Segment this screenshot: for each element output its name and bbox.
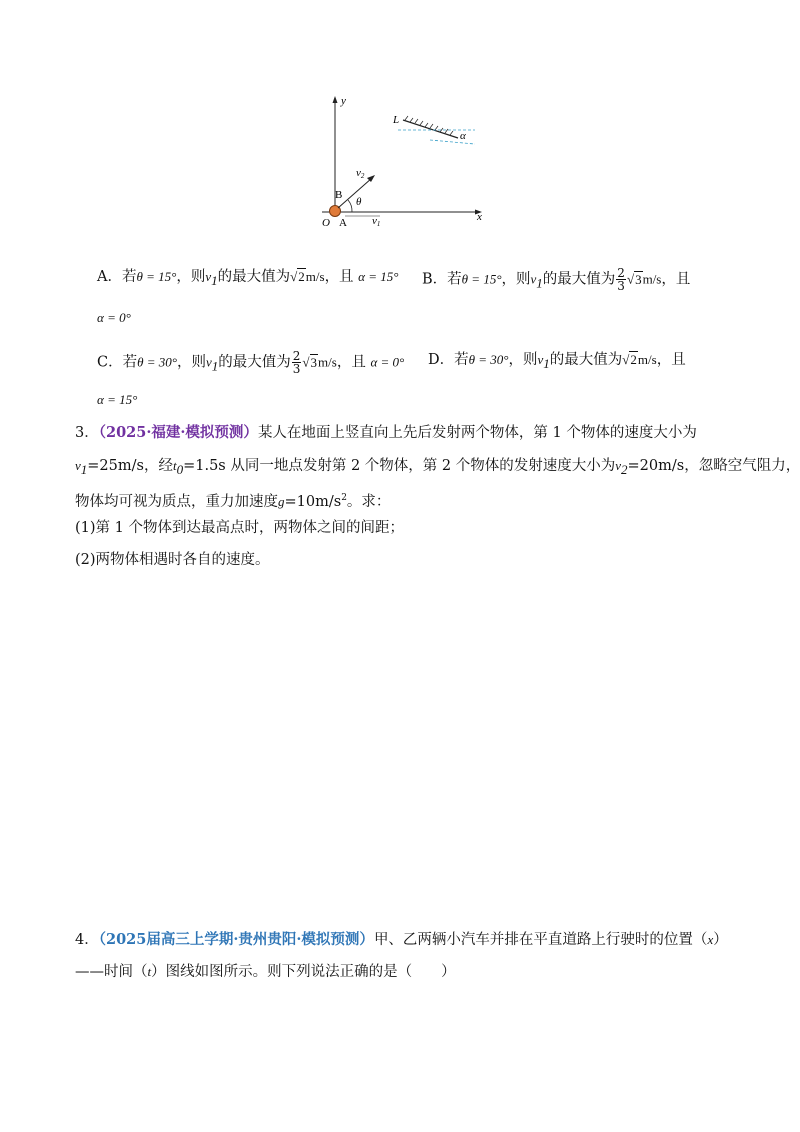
label-v1: v1 xyxy=(372,215,381,228)
option-b-alpha: α = 0° xyxy=(97,310,131,325)
label-L: L xyxy=(393,114,400,126)
q3-line3: 物体均可视为质点，重力加速度$g=10m/s^2$。求： xyxy=(75,493,391,510)
option-c[interactable]: C．若θ = 30°，则$v_1$的最大值为 $\frac{2}{3}$ √3m/s，且 α = 0° xyxy=(97,349,405,376)
option-d-alpha: α = 15° xyxy=(97,392,138,407)
q4-number: 4． xyxy=(75,932,99,948)
q4-source: （2025届高三上学期·贵州贵阳·模拟预测） xyxy=(98,931,374,948)
q4-line1: 4．（2025届高三上学期·贵州贵阳·模拟预测）甲、乙两辆小汽车并排在平直道路上行驶时的位置（x） xyxy=(75,931,728,948)
v2-arrow xyxy=(338,178,372,208)
label-b: B xyxy=(335,189,343,201)
label-theta: θ xyxy=(356,196,362,208)
q3-source: （2025·福建·模拟预测） xyxy=(98,424,258,441)
label-v2: v2 xyxy=(356,167,365,180)
q3-subquestion-2: (2)两物体相遇时各自的速度。 xyxy=(75,552,270,568)
label-a: A xyxy=(339,217,347,229)
label-x: x xyxy=(477,211,482,223)
label-y: y xyxy=(341,95,346,107)
option-b[interactable]: B．若θ = 15°，则$v_1$的最大值为 $\frac{2}{3}$ √3m/s，且 xyxy=(422,266,691,293)
q4-line2: ——时间（t）图线如图所示。则下列说法正确的是（ ） xyxy=(75,964,456,980)
q3-subquestion-1: (1)第 1 个物体到达最高点时，两物体之间的间距； xyxy=(75,520,404,536)
q3-line2: $v_1=25m/s$，经$t_0=1.5s$ 从同一地点发射第 2 个物体，第 2 个物体的发射速度大小为$v_2=20m/s$，忽略空气阻力， xyxy=(75,458,800,477)
plate-L xyxy=(403,120,458,138)
option-a[interactable]: A．若θ = 15°，则$v_1$的最大值为√2m/s，且 α = 15° xyxy=(97,269,399,288)
physics-diagram xyxy=(310,92,490,242)
q3-line1: 3．（2025·福建·模拟预测）某人在地面上竖直向上先后发射两个物体，第 1 个物体的速度大小为 xyxy=(75,424,697,441)
option-d[interactable]: D．若θ = 30°，则$v_1$的最大值为√2m/s，且 xyxy=(428,352,686,371)
q3-number: 3． xyxy=(75,425,99,441)
label-origin: O xyxy=(322,217,330,229)
label-alpha: α xyxy=(460,130,466,142)
